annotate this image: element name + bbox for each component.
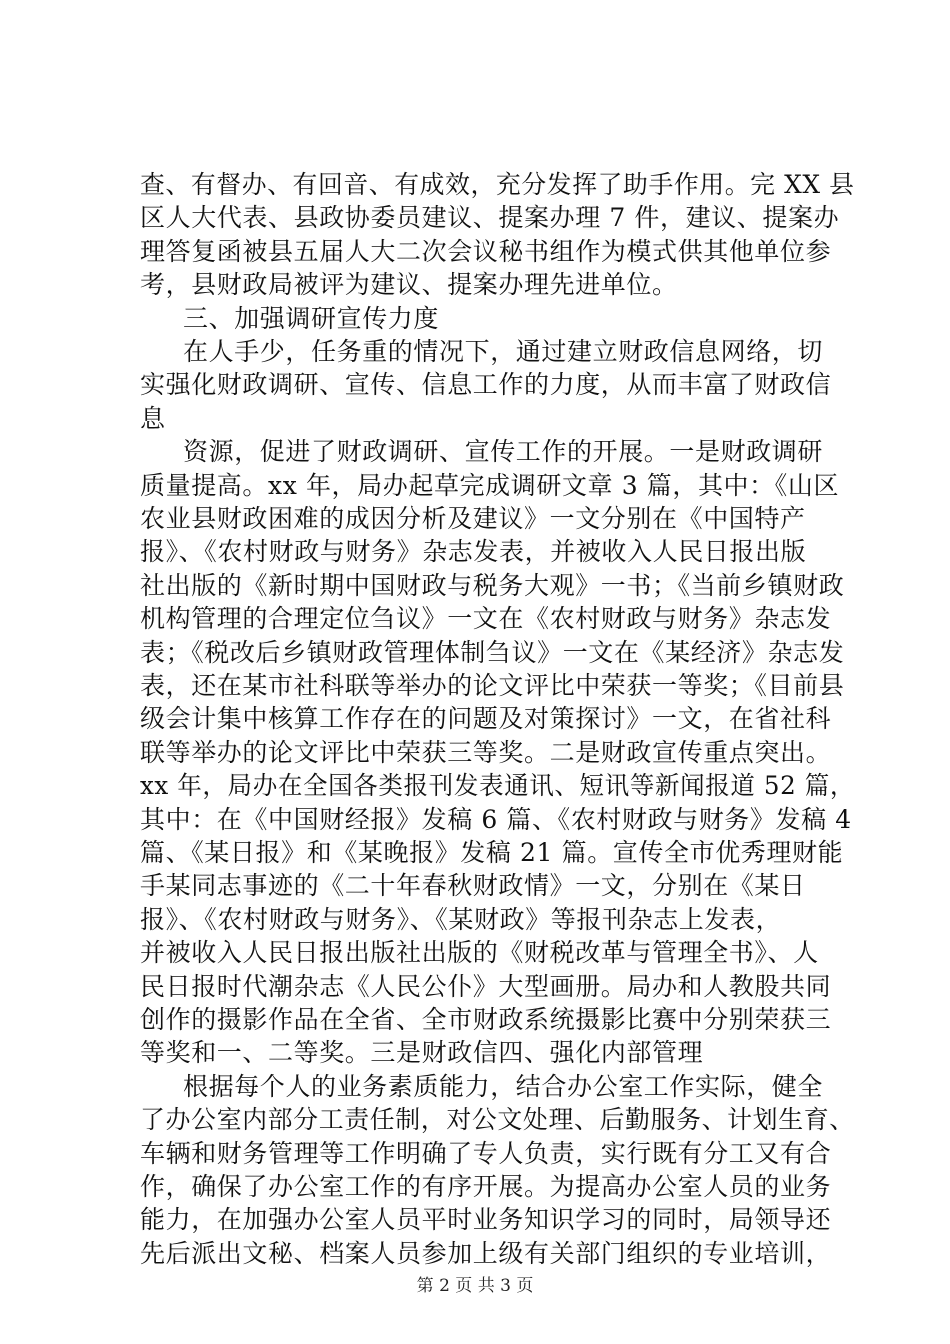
text-line: 实强化财政调研、宣传、信息工作的力度，从而丰富了财政信 (140, 370, 832, 400)
text-line: 级会计集中核算工作存在的问题及对策探讨》一文，在省社科 (140, 704, 832, 734)
text-line: 表；《税改后乡镇财政管理体制刍议》一文在《某经济》杂志发 (140, 637, 845, 667)
text-line: 等奖和一、二等奖。三是财政信四、强化内部管理 (140, 1038, 704, 1068)
text-line: 机构管理的合理定位刍议》一文在《农村财政与财务》杂志发 (140, 604, 832, 634)
text-line: xx 年，局办在全国各类报刊发表通讯、短讯等新闻报道 52 篇， (140, 771, 856, 801)
text-line: 社出版的《新时期中国财政与税务大观》一书；《当前乡镇财政 (140, 570, 845, 600)
text-line: 理答复函被县五届人大二次会议秘书组作为模式供其他单位参 (140, 236, 832, 266)
text-line: 了办公室内部分工责任制，对公文处理、后勤服务、计划生育、 (140, 1105, 855, 1135)
text-line: 考，县财政局被评为建议、提案办理先进单位。 (140, 270, 678, 300)
text-line: 表，还在某市社科联等举办的论文评比中荣获一等奖；《目前县 (140, 671, 845, 700)
text-line: 报》、《农村财政与财务》杂志发表，并被收入人民日报出版 (140, 537, 807, 567)
text-line: 农业县财政困难的成因分析及建议》一文分别在《中国特产 (140, 504, 806, 533)
text-line: 并被收入人民日报出版社出版的《财税改革与管理全书》、人 (140, 938, 819, 968)
text-line: 篇、《某日报》和《某晚报》发稿 21 篇。宣传全市优秀理财能 (140, 838, 844, 867)
text-line: 资源，促进了财政调研、宣传工作的开展。一是财政调研 (183, 437, 824, 467)
text-line: 民日报时代潮杂志《人民公仆》大型画册。局办和人教股共同 (140, 971, 832, 1001)
text-line: 息 (140, 403, 166, 433)
text-line: 创作的摄影作品在全省、全市财政系统摄影比赛中分别荣获三 (140, 1005, 832, 1034)
text-line: 在人手少，任务重的情况下，通过建立财政信息网络，切 (183, 337, 824, 366)
text-line: 联等举办的论文评比中荣获三等奖。二是财政宣传重点突出。 (140, 737, 832, 767)
text-line: 作，确保了办公室工作的有序开展。为提高办公室人员的业务 (140, 1172, 832, 1201)
page-number-footer: 第 2 页 共 3 页 (416, 1276, 534, 1296)
text-line: 区人大代表、县政协委员建议、提案办理 7 件，建议、提案办 (140, 203, 840, 233)
text-line: 质量提高。xx 年，局办起草完成调研文章 3 篇，其中：《山区 (140, 470, 840, 500)
text-line: 手某同志事迹的《二十年春秋财政情》一文，分别在《某日 (140, 871, 806, 901)
text-line: 报》、《农村财政与财务》、《某财政》等报刊杂志上发表， (140, 904, 782, 934)
section-heading: 三、加强调研宣传力度 (183, 303, 440, 333)
text-line: 其中：在《中国财经报》发稿 6 篇、《农村财政与财务》发稿 4 (140, 804, 852, 834)
text-line: 车辆和财务管理等工作明确了专人负责，实行既有分工又有合 (140, 1138, 832, 1168)
text-line: 查、有督办、有回音、有成效，充分发挥了助手作用。完 XX 县 (140, 170, 855, 199)
text-line: 先后派出文秘、档案人员参加上级有关部门组织的专业培训， (140, 1238, 832, 1268)
text-line: 根据每个人的业务素质能力，结合办公室工作实际，健全 (183, 1071, 824, 1101)
text-line: 能力，在加强办公室人员平时业务知识学习的同时，局领导还 (140, 1205, 832, 1235)
